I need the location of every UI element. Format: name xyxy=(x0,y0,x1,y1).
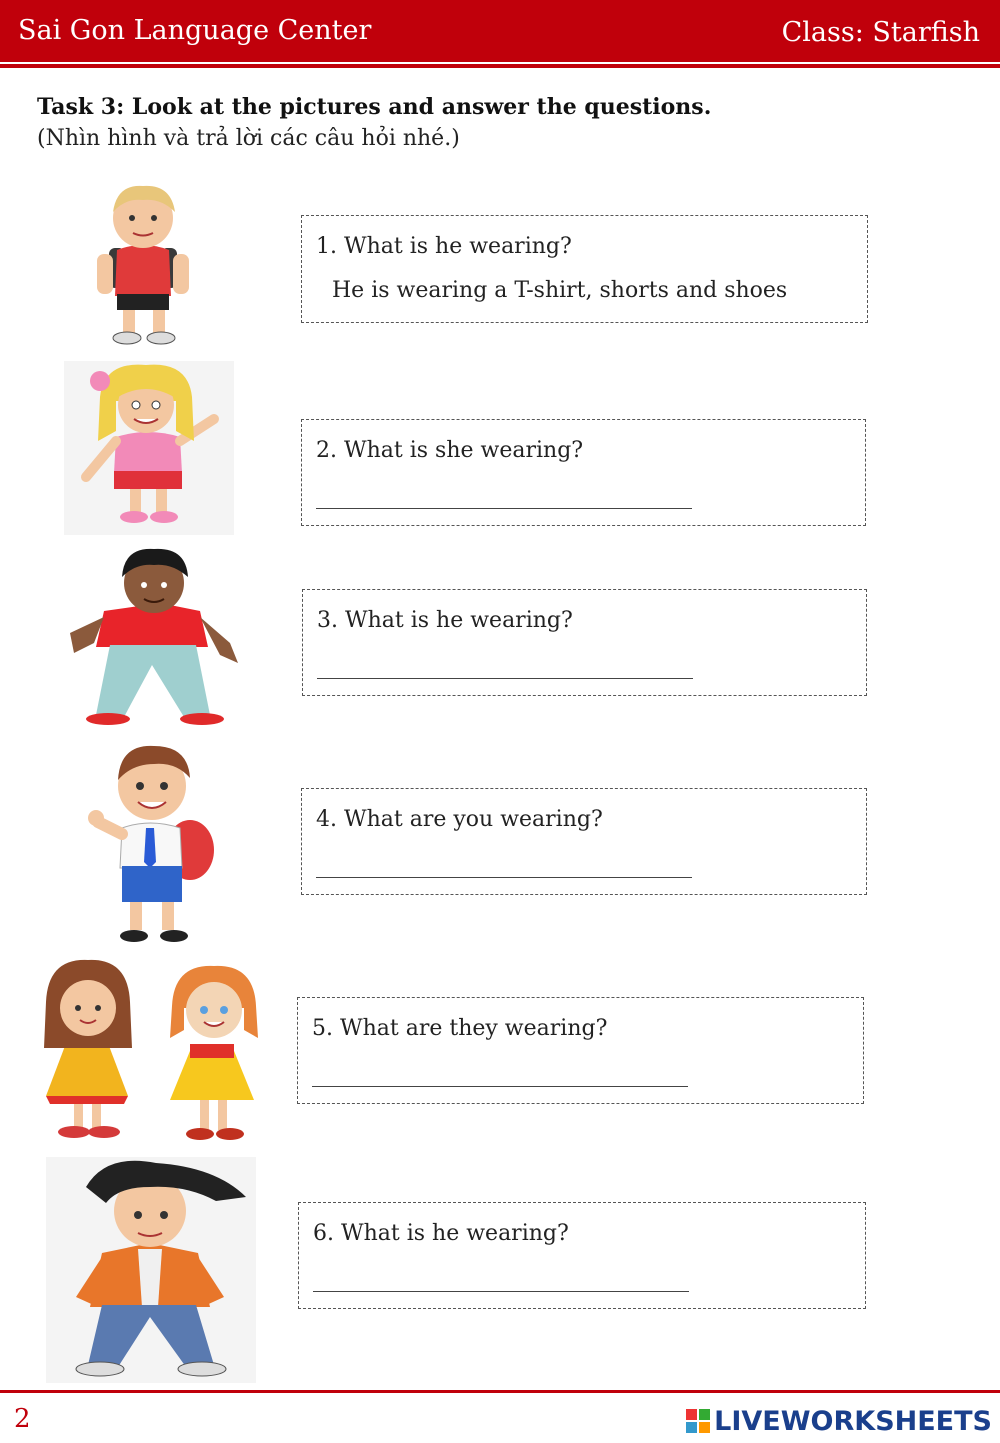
header-divider xyxy=(0,64,1000,68)
answer-line[interactable] xyxy=(316,877,692,878)
question-text: 4. What are you wearing? xyxy=(316,807,603,832)
answer-line[interactable] xyxy=(313,1291,689,1292)
brand[interactable] xyxy=(686,1406,992,1436)
header-bar xyxy=(0,0,1000,62)
liveworksheets-logo-icon xyxy=(686,1409,710,1433)
question-box-2 xyxy=(301,419,866,526)
answer-line[interactable] xyxy=(312,1086,688,1087)
question-box-3 xyxy=(302,589,867,696)
question-box-5 xyxy=(297,997,864,1104)
boy-orange-jacket-illustration xyxy=(46,1157,256,1383)
question-text: 3. What is he wearing? xyxy=(317,608,573,633)
two-girls-yellow-dresses-illustration xyxy=(28,958,282,1148)
question-box-4 xyxy=(301,788,867,895)
schoolboy-thumbs-up-illustration xyxy=(84,738,220,948)
question-text: 2. What is she wearing? xyxy=(316,438,584,463)
question-text: 5. What are they wearing? xyxy=(312,1016,608,1041)
question-box-6 xyxy=(298,1202,866,1309)
task-subtitle: (Nhìn hình và trả lời các câu hỏi nhé.) xyxy=(37,126,460,151)
question-box-1 xyxy=(301,215,868,323)
question-text: 6. What is he wearing? xyxy=(313,1221,569,1246)
footer-divider xyxy=(0,1390,1000,1393)
brand-text: LIVEWORKSHEETS xyxy=(714,1405,992,1437)
boy-backpack-illustration xyxy=(75,178,210,348)
girl-pink-shirt-illustration xyxy=(64,361,234,535)
boy-red-tshirt-illustration xyxy=(60,547,244,729)
school-name: Sai Gon Language Center xyxy=(18,15,372,46)
class-label: Class: Starfish xyxy=(781,17,980,48)
answer-line[interactable] xyxy=(317,678,693,679)
task-title: Task 3: Look at the pictures and answer the questions. xyxy=(37,94,712,120)
page-number: 2 xyxy=(14,1404,31,1434)
answer-text[interactable]: He is wearing a T-shirt, shorts and shoes xyxy=(332,278,788,303)
question-text: 1. What is he wearing? xyxy=(316,234,572,259)
answer-line[interactable] xyxy=(316,508,692,509)
